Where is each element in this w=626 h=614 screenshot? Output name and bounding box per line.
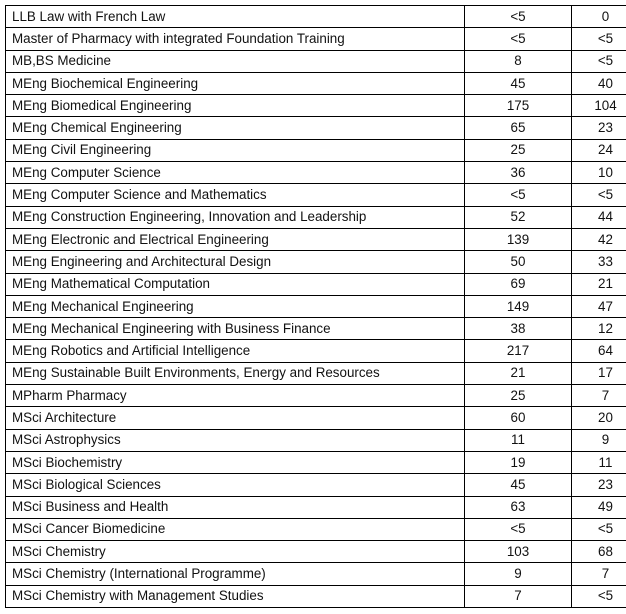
count-b-cell: 49 <box>572 496 626 518</box>
count-b-cell: 68 <box>572 541 626 563</box>
table-row <box>6 496 626 518</box>
count-a-cell: 45 <box>465 474 572 496</box>
count-b-cell: <5 <box>572 518 626 540</box>
count-a-cell: 38 <box>465 318 572 340</box>
table-row <box>6 429 626 451</box>
course-name-cell: MEng Chemical Engineering <box>6 117 465 139</box>
course-name-cell: MSci Astrophysics <box>6 429 465 451</box>
count-b-cell: <5 <box>572 585 626 607</box>
count-a-cell: 21 <box>465 362 572 384</box>
course-name-cell: MSci Architecture <box>6 407 465 429</box>
table-row <box>6 184 626 206</box>
count-a-cell: 7 <box>465 585 572 607</box>
count-a-cell: 50 <box>465 251 572 273</box>
count-b-cell: 23 <box>572 474 626 496</box>
table-row <box>6 251 626 273</box>
table-row <box>6 117 626 139</box>
count-b-cell: 42 <box>572 228 626 250</box>
count-b-cell: 9 <box>572 429 626 451</box>
count-a-cell: 45 <box>465 72 572 94</box>
table-row <box>6 28 626 50</box>
count-b-cell: 10 <box>572 162 626 184</box>
table-row <box>6 273 626 295</box>
count-a-cell: 25 <box>465 385 572 407</box>
count-a-cell: 149 <box>465 295 572 317</box>
count-b-cell: 11 <box>572 451 626 473</box>
count-b-cell: 7 <box>572 563 626 585</box>
count-b-cell: 47 <box>572 295 626 317</box>
course-name-cell: MEng Mechanical Engineering with Business Finance <box>6 318 465 340</box>
count-a-cell: <5 <box>465 6 572 28</box>
table-row <box>6 541 626 563</box>
course-name-cell: MEng Engineering and Architectural Design <box>6 251 465 273</box>
table-row <box>6 585 626 607</box>
table-row <box>6 139 626 161</box>
course-name-cell: MSci Biological Sciences <box>6 474 465 496</box>
course-name-cell: MEng Computer Science and Mathematics <box>6 184 465 206</box>
count-b-cell: 20 <box>572 407 626 429</box>
course-name-cell: MSci Chemistry with Management Studies <box>6 585 465 607</box>
table-row <box>6 362 626 384</box>
course-name-cell: MSci Business and Health <box>6 496 465 518</box>
count-a-cell: 63 <box>465 496 572 518</box>
count-b-cell: 7 <box>572 385 626 407</box>
table-row <box>6 518 626 540</box>
course-name-cell: MEng Construction Engineering, Innovation and Leadership <box>6 206 465 228</box>
table-row <box>6 72 626 94</box>
count-b-cell: 0 <box>572 6 626 28</box>
count-a-cell: 36 <box>465 162 572 184</box>
count-b-cell: 40 <box>572 72 626 94</box>
count-a-cell: 103 <box>465 541 572 563</box>
course-name-cell: MEng Biochemical Engineering <box>6 72 465 94</box>
count-a-cell: <5 <box>465 28 572 50</box>
table-row <box>6 385 626 407</box>
table-row <box>6 95 626 117</box>
course-name-cell: MEng Biomedical Engineering <box>6 95 465 117</box>
count-b-cell: 104 <box>572 95 626 117</box>
table-row <box>6 206 626 228</box>
count-a-cell: 25 <box>465 139 572 161</box>
course-name-cell: LLB Law with French Law <box>6 6 465 28</box>
count-a-cell: 65 <box>465 117 572 139</box>
count-a-cell: 52 <box>465 206 572 228</box>
course-table <box>5 5 626 608</box>
count-a-cell: 69 <box>465 273 572 295</box>
table-row <box>6 295 626 317</box>
count-a-cell: 8 <box>465 50 572 72</box>
table-row <box>6 340 626 362</box>
course-name-cell: MPharm Pharmacy <box>6 385 465 407</box>
course-name-cell: Master of Pharmacy with integrated Foundation Training <box>6 28 465 50</box>
table-row <box>6 318 626 340</box>
count-b-cell: 64 <box>572 340 626 362</box>
count-b-cell: 17 <box>572 362 626 384</box>
count-b-cell: 24 <box>572 139 626 161</box>
count-a-cell: 217 <box>465 340 572 362</box>
count-b-cell: 23 <box>572 117 626 139</box>
count-a-cell: 60 <box>465 407 572 429</box>
count-a-cell: <5 <box>465 518 572 540</box>
table-row <box>6 407 626 429</box>
count-a-cell: 139 <box>465 228 572 250</box>
course-table-body <box>6 6 626 608</box>
count-b-cell: 12 <box>572 318 626 340</box>
count-a-cell: 19 <box>465 451 572 473</box>
table-row <box>6 162 626 184</box>
count-b-cell: <5 <box>572 28 626 50</box>
count-b-cell: <5 <box>572 184 626 206</box>
table-row <box>6 50 626 72</box>
course-name-cell: MEng Electronic and Electrical Engineering <box>6 228 465 250</box>
course-name-cell: MEng Mechanical Engineering <box>6 295 465 317</box>
count-a-cell: 175 <box>465 95 572 117</box>
count-b-cell: <5 <box>572 50 626 72</box>
count-a-cell: 9 <box>465 563 572 585</box>
table-row <box>6 228 626 250</box>
course-name-cell: MEng Civil Engineering <box>6 139 465 161</box>
course-name-cell: MSci Cancer Biomedicine <box>6 518 465 540</box>
count-b-cell: 21 <box>572 273 626 295</box>
course-name-cell: MEng Computer Science <box>6 162 465 184</box>
course-name-cell: MEng Robotics and Artificial Intelligence <box>6 340 465 362</box>
course-name-cell: MSci Chemistry <box>6 541 465 563</box>
table-row <box>6 6 626 28</box>
table-row <box>6 451 626 473</box>
course-name-cell: MB,BS Medicine <box>6 50 465 72</box>
course-name-cell: MSci Chemistry (International Programme) <box>6 563 465 585</box>
course-name-cell: MEng Sustainable Built Environments, Energy and Resources <box>6 362 465 384</box>
count-b-cell: 33 <box>572 251 626 273</box>
count-a-cell: <5 <box>465 184 572 206</box>
course-name-cell: MSci Biochemistry <box>6 451 465 473</box>
course-name-cell: MEng Mathematical Computation <box>6 273 465 295</box>
table-row <box>6 563 626 585</box>
count-b-cell: 44 <box>572 206 626 228</box>
count-a-cell: 11 <box>465 429 572 451</box>
table-row <box>6 474 626 496</box>
